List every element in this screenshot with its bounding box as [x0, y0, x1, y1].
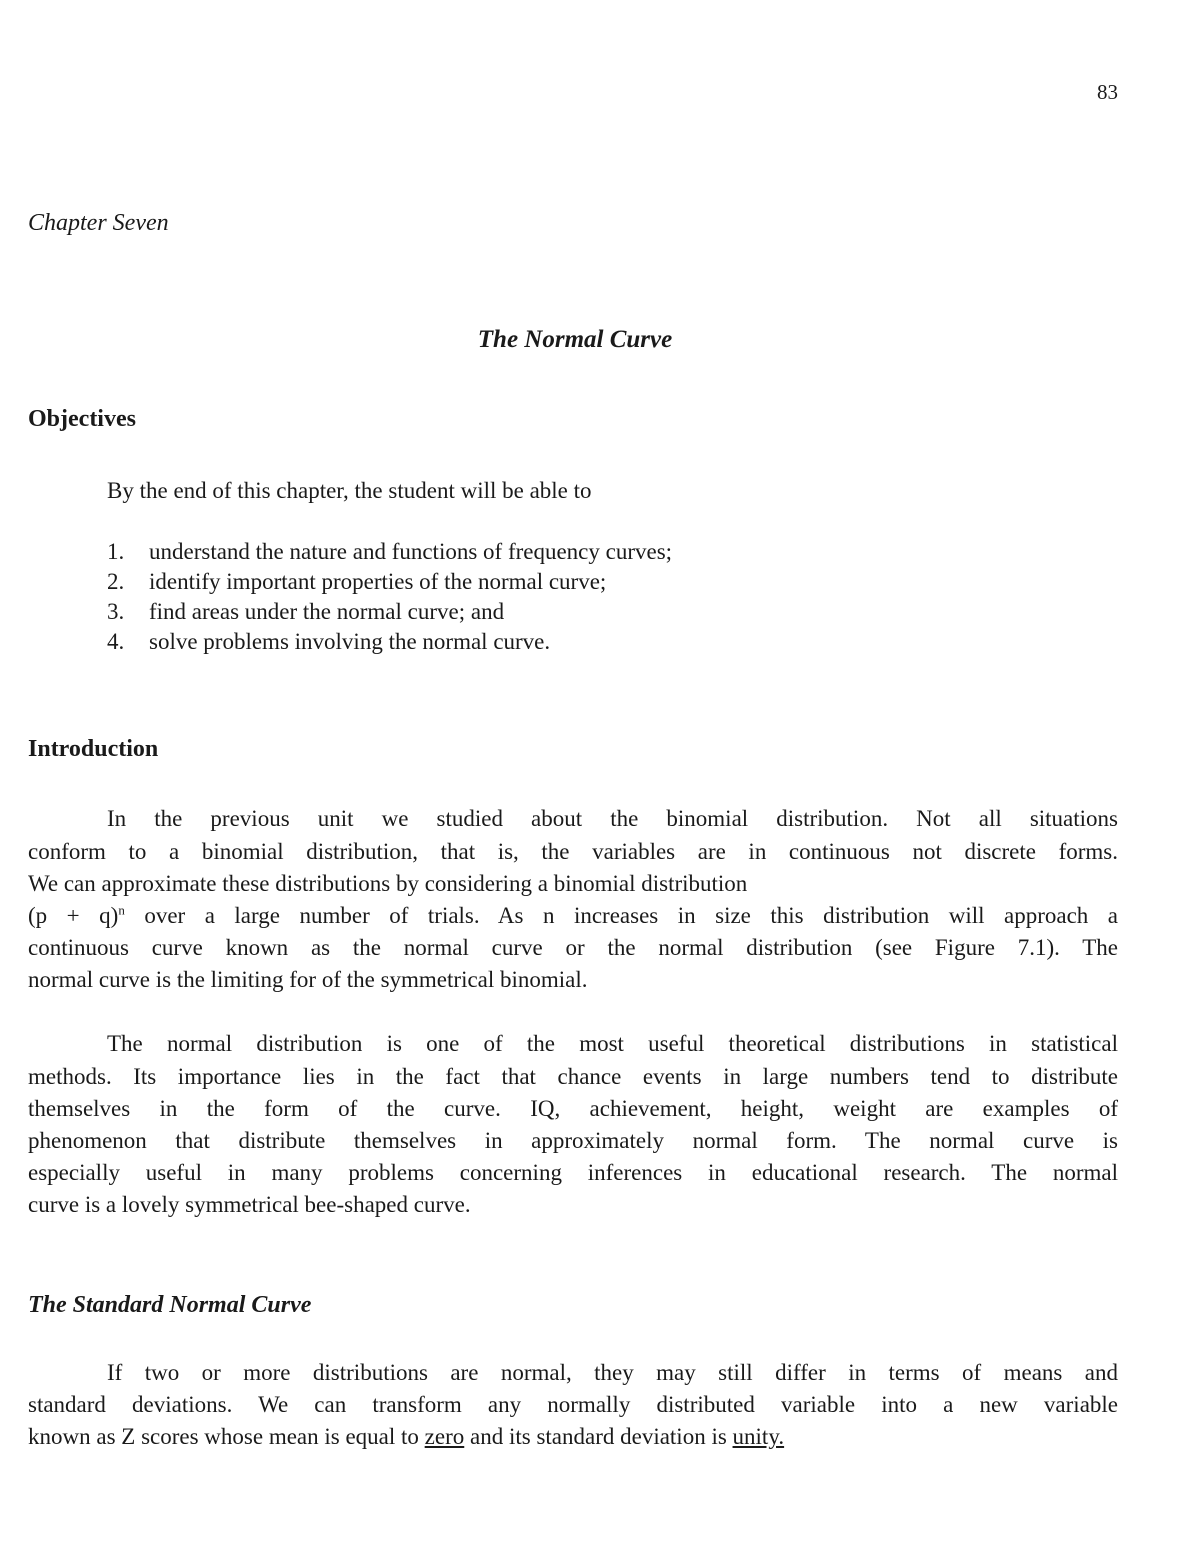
objectives-intro: By the end of this chapter, the student will be able to	[107, 478, 592, 503]
std-p1-line3	[28, 1421, 1118, 1453]
std-p1-line2: standard deviations. We can transform any normally distributed variable into a new variable	[28, 1392, 1118, 1417]
objective-item	[107, 597, 672, 627]
chapter-title: The Normal Curve	[477, 326, 673, 353]
std-p1-line3-middle: and its standard deviation is	[464, 1424, 733, 1449]
objective-text: find areas under the normal curve; and	[149, 599, 505, 624]
intro-p2-line	[28, 1028, 1118, 1060]
intro-p2-line2: methods. Its importance lies in the fact that chance events in large numbers tend to distribute	[28, 1064, 1118, 1089]
intro-p2-line3: themselves in the form of the curve. IQ, achievement, height, weight are examples of	[28, 1096, 1118, 1121]
objectives-heading: Objectives	[28, 406, 136, 432]
unity-term: unity.	[732, 1424, 785, 1449]
page-number: 83	[1097, 80, 1118, 104]
intro-p1-line3: We can approximate these distributions by considering a binomial distribution	[28, 871, 748, 896]
intro-p2-line4: phenomenon that distribute themselves in approximately normal form. The normal curve is	[28, 1128, 1118, 1153]
chapter-label: Chapter Seven	[28, 210, 169, 236]
objective-text: identify important properties of the normal curve;	[149, 569, 607, 594]
objective-number: 1.	[107, 539, 125, 564]
objective-text: understand the nature and functions of frequency curves;	[149, 539, 673, 564]
binomial-exponent: n	[118, 902, 125, 918]
intro-p1-line4	[28, 900, 1118, 932]
introduction-heading: Introduction	[28, 736, 159, 762]
intro-p1-line4-rest: over a large number of trials. As n increases in size this distribution will approach a	[124, 903, 1118, 928]
objective-item	[107, 627, 672, 657]
intro-p1-line2: conform to a binomial distribution, that is, the variables are in continuous not discrete forms.	[28, 839, 1118, 864]
intro-p1-line6: normal curve is the limiting for of the symmetrical binomial.	[28, 967, 588, 992]
intro-p2-line1: The normal distribution is one of the most useful theoretical distributions in statistical	[107, 1031, 1118, 1056]
std-p1-line1: If two or more distributions are normal, they may still differ in terms of means and	[107, 1360, 1118, 1385]
intro-p1-line1: In the previous unit we studied about the binomial distribution. Not all situations	[107, 806, 1118, 831]
std-p1-line3-start: known as Z scores whose mean is equal to	[28, 1424, 425, 1449]
objective-number: 3.	[107, 599, 125, 624]
objective-item	[107, 567, 672, 597]
intro-p2-line6: curve is a lovely symmetrical bee-shaped curve.	[28, 1192, 471, 1217]
intro-p1-line	[28, 803, 1118, 835]
objective-text: solve problems involving the normal curve.	[149, 629, 551, 654]
objective-number: 4.	[107, 629, 125, 654]
objective-number: 2.	[107, 569, 125, 594]
objective-item	[107, 537, 672, 567]
standard-normal-heading: The Standard Normal Curve	[28, 1292, 312, 1318]
binomial-expression: (p + q)	[28, 903, 119, 928]
zero-term: zero	[424, 1424, 465, 1449]
intro-p2-line5: especially useful in many problems concerning inferences in educational research. The normal	[28, 1160, 1118, 1185]
intro-p1-line5: continuous curve known as the normal curve or the normal distribution (see Figure 7.1). The	[28, 935, 1118, 960]
std-p1-line	[28, 1357, 1118, 1389]
objectives-list	[107, 537, 672, 657]
